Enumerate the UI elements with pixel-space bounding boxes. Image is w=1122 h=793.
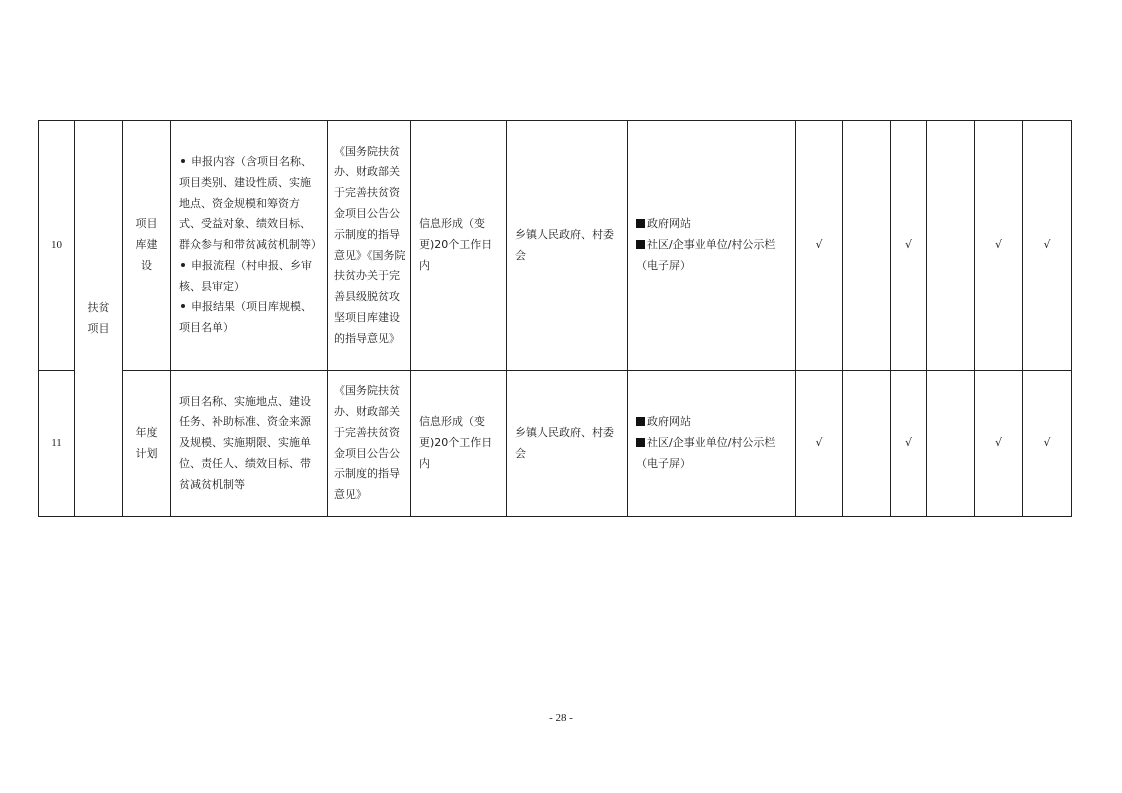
bullet-dot-icon xyxy=(181,263,185,267)
bullet-dot-icon xyxy=(181,159,185,163)
category-line: 项目 xyxy=(87,321,110,335)
channel-text: 社区/企事业单位/村公示栏（电子屏） xyxy=(636,238,776,272)
subject-cell: 乡镇人民政府、村委会 xyxy=(507,371,628,517)
channel-item xyxy=(636,433,787,475)
subject-cell: 乡镇人民政府、村委会 xyxy=(507,121,628,371)
filled-square-icon xyxy=(636,240,645,249)
row-number: 11 xyxy=(39,371,75,517)
item-line: 年度 xyxy=(135,425,158,439)
channel-text: 政府网站 xyxy=(647,415,691,429)
channel-cell xyxy=(628,121,796,371)
check-cell: √ xyxy=(1023,371,1072,517)
content-bullet-text: 申报内容（含项目名称、项目类别、建设性质、实施地点、资金规模和筹资方式、受益对象、绩效目标、群众参与和带贫减贫机制等） xyxy=(179,154,322,252)
item-line: 项目 xyxy=(135,217,158,231)
content-bullet xyxy=(179,297,321,339)
filled-square-icon xyxy=(636,219,645,228)
channel-text: 社区/企事业单位/村公示栏（电子屏） xyxy=(636,436,776,470)
content-bullet-text: 申报流程（村申报、乡审核、县审定） xyxy=(179,258,312,293)
filled-square-icon xyxy=(636,438,645,447)
channel-item xyxy=(636,214,787,235)
check-cell: √ xyxy=(891,371,927,517)
check-cell: √ xyxy=(891,121,927,371)
item-line: 设 xyxy=(141,258,152,272)
bullet-dot-icon xyxy=(181,304,185,308)
item-line: 计划 xyxy=(135,446,158,460)
basis-cell: 《国务院扶贫办、财政部关于完善扶贫资金项目公告公示制度的指导意见》《国务院扶贫办关于完善县级脱贫攻坚项目库建设的指导意见》 xyxy=(328,121,411,371)
check-cell: √ xyxy=(796,121,843,371)
table-row-10 xyxy=(39,121,1072,371)
channel-item xyxy=(636,412,787,433)
table-row-11 xyxy=(39,371,1072,517)
check-cell: √ xyxy=(975,121,1023,371)
basis-cell: 《国务院扶贫办、财政部关于完善扶贫资金项目公告公示制度的指导意见》 xyxy=(328,371,411,517)
content-cell xyxy=(171,121,328,371)
content-bullet xyxy=(179,152,321,256)
disclosure-table xyxy=(38,120,1072,517)
time-limit-cell: 信息形成（变更)20个工作日内 xyxy=(411,121,507,371)
content-bullet-text: 申报结果（项目库规模、项目名单） xyxy=(179,300,312,335)
category-cell xyxy=(75,121,123,517)
row-number: 10 xyxy=(39,121,75,371)
check-cell xyxy=(843,371,891,517)
item-cell xyxy=(123,371,171,517)
item-line: 库建 xyxy=(135,238,158,252)
check-cell: √ xyxy=(796,371,843,517)
check-cell: √ xyxy=(975,371,1023,517)
page-number: - 28 - xyxy=(549,712,573,724)
check-cell xyxy=(843,121,891,371)
channel-item xyxy=(636,235,787,277)
content-cell: 项目名称、实施地点、建设任务、补助标准、资金来源及规模、实施期限、实施单位、责任人、绩效目标、带贫减贫机制等 xyxy=(171,371,328,517)
item-cell xyxy=(123,121,171,371)
channel-cell xyxy=(628,371,796,517)
category-line: 扶贫 xyxy=(87,300,110,314)
check-cell: √ xyxy=(1023,121,1072,371)
filled-square-icon xyxy=(636,417,645,426)
time-limit-cell: 信息形成（变更)20个工作日内 xyxy=(411,371,507,517)
check-cell xyxy=(927,121,975,371)
content-bullet xyxy=(179,256,321,298)
channel-text: 政府网站 xyxy=(647,217,691,231)
check-cell xyxy=(927,371,975,517)
